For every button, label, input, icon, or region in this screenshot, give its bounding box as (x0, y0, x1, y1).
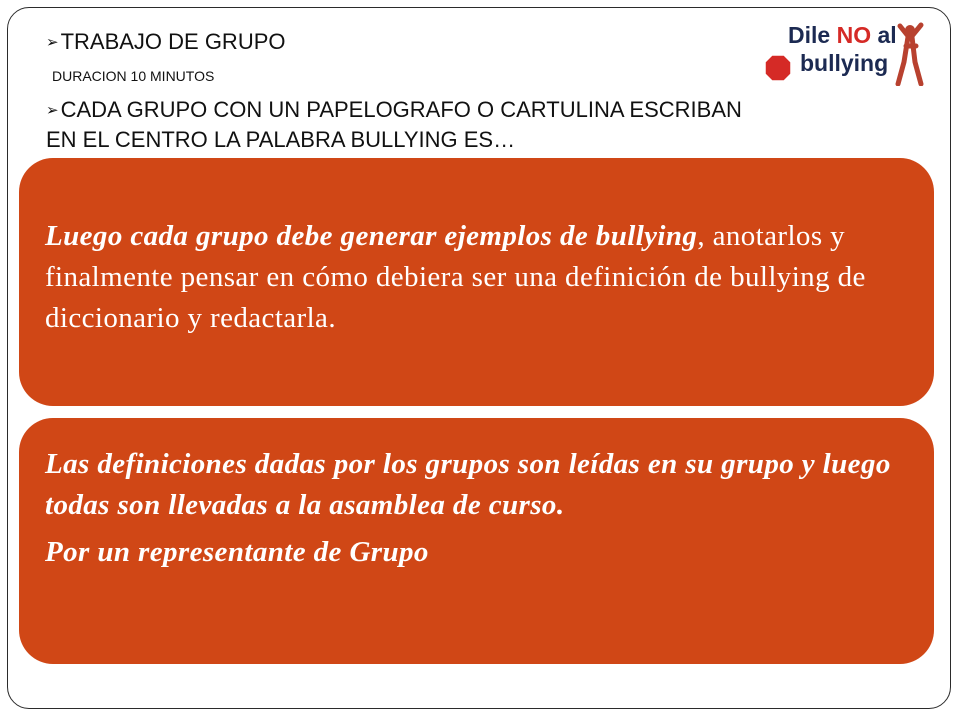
arrow-bullet-icon: ➢ (46, 102, 59, 119)
box1-rest: , anotarlos y finalmente pensar en cómo debiera ser una definición de bullying de diccionario y redactarla. (45, 220, 866, 334)
figure-icon (888, 22, 926, 86)
logo-text-top: Dile NO al (788, 22, 897, 48)
arrow-bullet-icon: ➢ (46, 34, 59, 51)
stop-sign-icon (764, 54, 792, 82)
bullet-instruction (46, 97, 742, 124)
content-box-ejemplos (19, 158, 934, 406)
logo-text-bottom: bullying (800, 50, 889, 76)
bullet-trabajo-de-grupo (46, 29, 286, 56)
duration-text: DURACION 10 MINUTOS (52, 68, 215, 84)
logo (762, 22, 932, 88)
bullet-text: CADA GRUPO CON UN PAPELOGRAFO O CARTULINA ESCRIBAN (60, 97, 742, 122)
content-box-definiciones (19, 418, 934, 664)
box1-paragraph (45, 216, 908, 339)
bullet-instruction-continued: EN EL CENTRO LA PALABRA BULLYING ES… (46, 127, 516, 152)
box2-paragraph-2: Por un representante de Grupo (45, 536, 429, 568)
box2-paragraph-1: Las definiciones dadas por los grupos son leídas en su grupo y luego todas son llevadas a la asamblea de curso. (45, 448, 891, 521)
bullet-text: TRABAJO DE GRUPO (60, 29, 286, 54)
box1-lead: Luego cada grupo debe generar ejemplos de bullying (45, 220, 698, 252)
